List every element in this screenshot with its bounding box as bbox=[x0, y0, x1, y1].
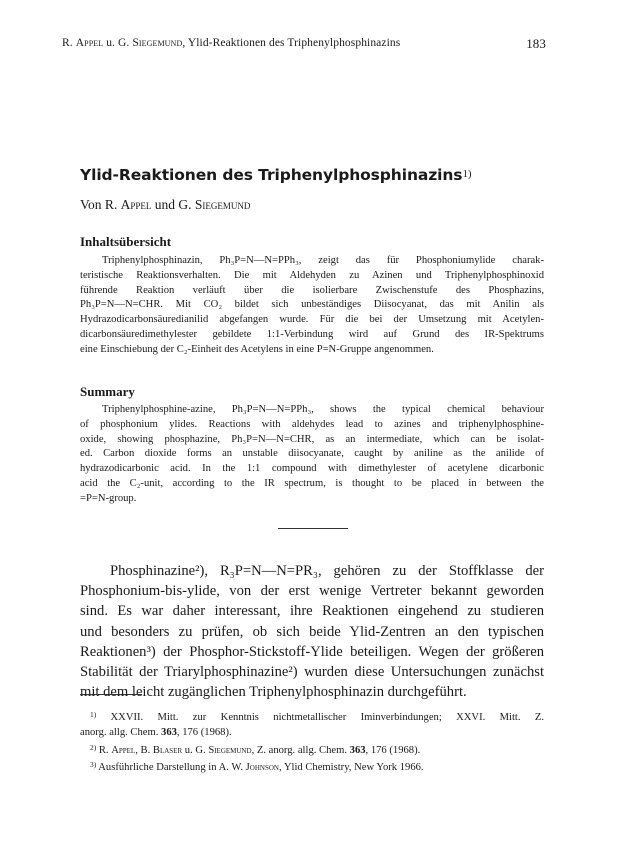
abstract-line: Triphenylphosphinazin, Ph₃P=N—N=PPh₃, zeigt das für Phosphoniumylide charak- bbox=[102, 255, 544, 266]
byline: Von R. Appel und G. Siegemund bbox=[80, 197, 251, 212]
body-line: Phosphinazine²), R₃P=N—N=PR₃, gehören zu der Stoffklasse der bbox=[110, 563, 544, 579]
title-footnote-ref: 1) bbox=[462, 168, 472, 180]
body-line: sind. Es war daher interessant, ihre Reaktionen eingehend zu studieren bbox=[80, 603, 544, 620]
inhalt-heading: Inhaltsübersicht bbox=[80, 234, 172, 249]
footnotes bbox=[80, 708, 544, 776]
summary-line: Triphenylphosphine-azine, Ph₃P=N—N=PPh₃, shows the typical chemical behaviour bbox=[102, 404, 544, 415]
body-line: Reaktionen³) der Phosphor-Stickstoff-Ylide beteiligen. Wegen der größeren bbox=[80, 643, 544, 660]
body-paragraph bbox=[80, 561, 544, 702]
abstract-line: Ph₃P=N—N=CHR. Mit CO₂ bildet sich unbeständiges Diisocyanat, das mit Anilin als bbox=[80, 299, 544, 311]
abstract-line: Hydrazodicarbonsäuredianilid abgefangen wurde. Für die bei der Umsetzung mit Acetylen- bbox=[80, 314, 544, 326]
footnote-2: $^{2)}$ R. Appel, B. Blaser u. G. Siegemund, Z. anorg. allg. Chem. 363, 176 (1968). bbox=[90, 742, 421, 756]
footnote-1: $^{1)}$ XXVII. Mitt. zur Kenntnis nichtmetallischer Iminverbindungen; XXVI. Mitt. Z. bbox=[90, 710, 544, 723]
abstract-line: eine Einschiebung der C₂-Einheit des Acetylens in eine P=N-Gruppe angenommen. bbox=[80, 343, 434, 355]
summary-line: hydrazodicarbonic acid. In the 1:1 compound with dimethylester of acetylene dicarbonic bbox=[80, 463, 544, 475]
inhalt-abstract bbox=[80, 254, 544, 358]
body-line: Stabilität der Triarylphosphinazine²) wurden diese Untersuchungen zunächst bbox=[80, 664, 544, 681]
abstract-line: führende Reaktion verläuft über die isolierbare Zwischenstufe des Phosphazins, bbox=[80, 284, 544, 296]
section-divider bbox=[278, 528, 348, 529]
summary-line: =P=N-group. bbox=[80, 492, 137, 504]
running-head bbox=[62, 37, 546, 49]
body-line: mit dem leicht zugänglichen Triphenylphosphinazin durchgeführt. bbox=[80, 684, 467, 701]
body-line: Phosphonium-bis-ylide, von der erst wenige Vertreter bekannt geworden bbox=[80, 583, 544, 600]
running-head-authors: R. Appel u. G. Siegemund, Ylid-Reaktionen des Triphenylphosphinazins bbox=[62, 37, 401, 49]
page-number: 183 bbox=[526, 36, 546, 51]
summary-line: of phosphonium ylides. Reactions with aldehydes lead to azines and triphenylphosphine- bbox=[80, 418, 544, 430]
body-line: und besonders zu prüfen, ob sich beide Ylid-Zentren an den typischen bbox=[80, 623, 544, 640]
abstract-line: teristische Reaktionsverhalten. Die mit Aldehyden zu Azinen und Triphenylphosphinoxid bbox=[80, 269, 544, 281]
summary-heading: Summary bbox=[80, 384, 135, 399]
footnote-rule bbox=[80, 694, 142, 695]
abstract-line: dicarbonsäuredimethylester gebildete 1:1-Verbindung wird auf Grund des IR-Spektrums bbox=[80, 328, 544, 340]
article-title: Ylid-Reaktionen des Triphenylphosphinazins$^{1)}$ bbox=[80, 166, 472, 184]
summary-line: acid the C₂-unit, according to the IR spectrum, is thought to be placed in between the bbox=[80, 477, 544, 489]
summary-abstract bbox=[80, 403, 544, 507]
footnote-1-cont: anorg. allg. Chem. 363, 176 (1968). bbox=[80, 726, 232, 738]
footnote-3: $^{3)}$ Ausführliche Darstellung in A. W. Johnson, Ylid Chemistry, New York 1966. bbox=[90, 760, 424, 774]
summary-line: oxide, showing phosphazine, Ph₃P=N—N=CHR, as an intermediate, which can be isolat- bbox=[80, 433, 544, 445]
summary-line: ed. Carbon dioxide forms an unstable diisocyanate, caught by aniline as the anilide of bbox=[80, 448, 544, 460]
